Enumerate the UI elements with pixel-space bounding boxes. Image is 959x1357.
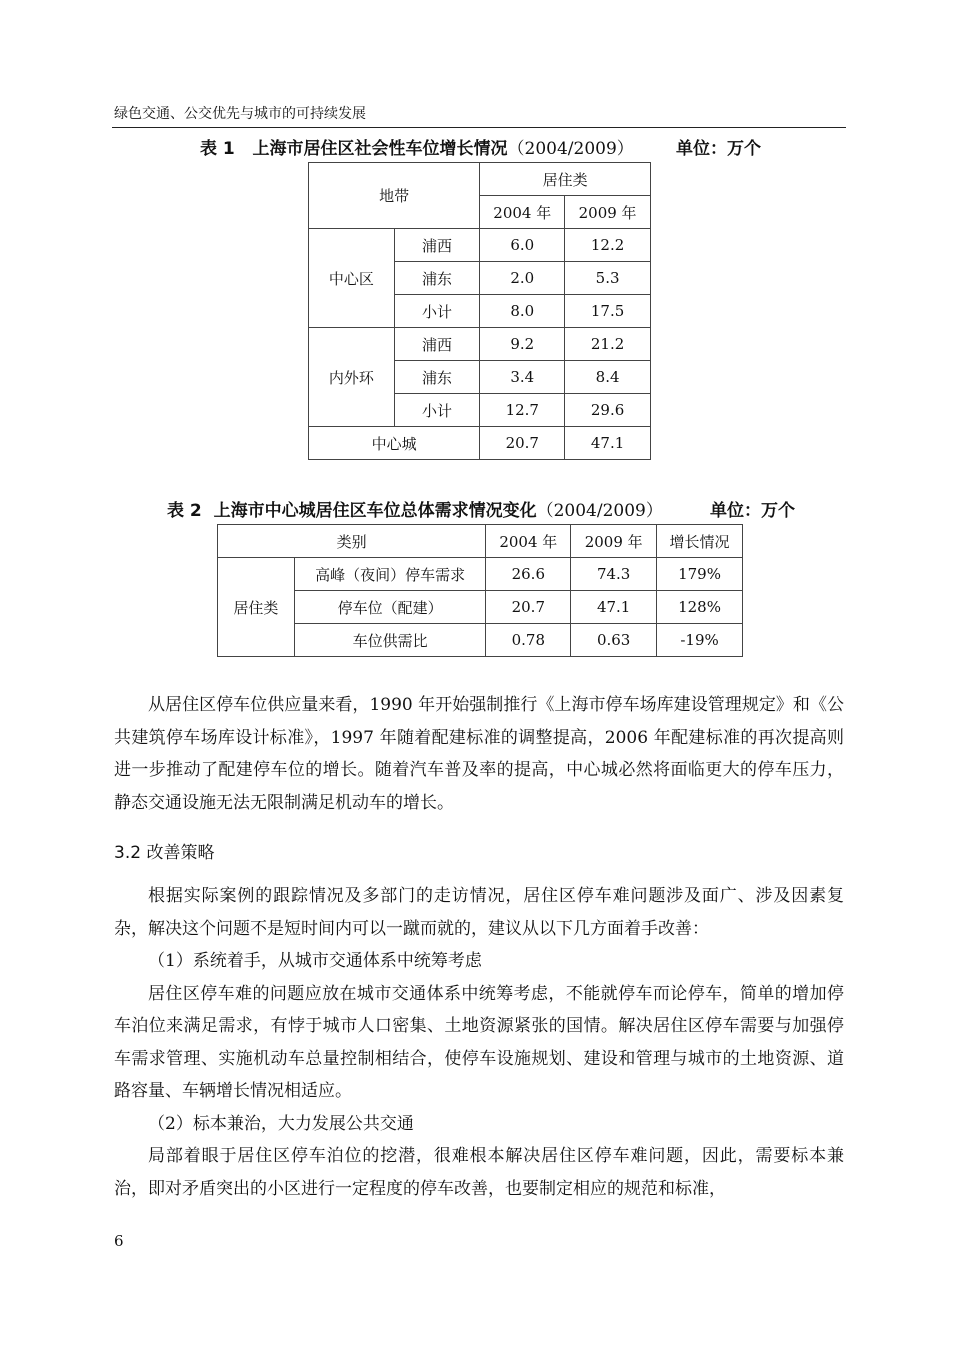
paragraph: 从居住区停车位供应量来看，1990 年开始强制推行《上海市停车场库建设管理规定》和《公共建筑停车场库设计标准》，1997 年随着配建标准的调整提高，2006 年配建标准的再次提高则进一步推动了配建停车位的增长。随着汽车普及率的提高，中心城必然将面临更大的停车压力，静态交通设施无法无限制满足机动车的增长。 [114, 695, 844, 813]
header-growth: 增长情况 [657, 525, 743, 558]
value-cell: 6.0 [480, 229, 565, 262]
header-category: 类别 [218, 525, 486, 558]
value-cell: 17.5 [565, 295, 651, 328]
growth-cell: -19% [657, 624, 743, 657]
value-cell: 9.2 [480, 328, 565, 361]
group-name: 居住类 [218, 558, 295, 657]
value-cell: 3.4 [480, 361, 565, 394]
table1 [308, 162, 651, 460]
table-row [218, 558, 743, 591]
table-row [218, 525, 743, 558]
value-cell: 0.63 [571, 624, 657, 657]
table-row [309, 427, 651, 460]
value-cell: 12.7 [480, 394, 565, 427]
table-row [309, 328, 651, 361]
table2-unit: 单位：万个 [710, 501, 795, 521]
growth-cell: 128% [657, 591, 743, 624]
header-rule [112, 127, 846, 128]
paragraph: 居住区停车难的问题应放在城市交通体系中统筹考虑，不能就停车而论停车，简单的增加停车泊位来满足需求，有悖于城市人口密集、土地资源紧张的国情。解决居住区停车需要与加强停车需求管理、实施机动车总量控制相结合，使停车设施规划、建设和管理与城市的土地资源、道路容量、车辆增长情况相适应。 [114, 983, 844, 1101]
table1-caption-years: （2004/2009） [507, 139, 634, 159]
value-cell: 74.3 [571, 558, 657, 591]
area-cell: 小计 [394, 295, 480, 328]
item-cell: 高峰（夜间）停车需求 [294, 558, 486, 591]
value-cell: 8.4 [565, 361, 651, 394]
page-number: 6 [114, 1232, 124, 1250]
table-row [309, 229, 651, 262]
table1-unit: 单位：万个 [676, 139, 761, 159]
area-cell: 浦东 [394, 361, 480, 394]
area-cell: 小计 [394, 394, 480, 427]
total-name: 中心城 [309, 427, 480, 460]
value-cell: 12.2 [565, 229, 651, 262]
table1-caption-label: 表 1 [200, 139, 235, 159]
header-zone: 地带 [309, 163, 480, 229]
table-row [218, 591, 743, 624]
running-header: 绿色交通、公交优先与城市的可持续发展 [114, 106, 366, 122]
value-cell: 5.3 [565, 262, 651, 295]
value-cell: 20.7 [480, 427, 565, 460]
header-year1: 2004 年 [486, 525, 571, 558]
area-cell: 浦西 [394, 328, 480, 361]
header-group: 居住类 [480, 163, 651, 196]
header-year2: 2009 年 [565, 196, 651, 229]
value-cell: 29.6 [565, 394, 651, 427]
table-row [309, 163, 651, 196]
value-cell: 0.78 [486, 624, 571, 657]
header-year2: 2009 年 [571, 525, 657, 558]
item-cell: 停车位（配建） [294, 591, 486, 624]
value-cell: 8.0 [480, 295, 565, 328]
table2-caption [167, 496, 663, 521]
growth-cell: 179% [657, 558, 743, 591]
group-name: 内外环 [309, 328, 395, 427]
area-cell: 浦西 [394, 229, 480, 262]
value-cell: 2.0 [480, 262, 565, 295]
area-cell: 浦东 [394, 262, 480, 295]
value-cell: 47.1 [571, 591, 657, 624]
body-block-1 [114, 689, 844, 819]
value-cell: 26.6 [486, 558, 571, 591]
item-heading: （1）系统着手，从城市交通体系中统筹考虑 [148, 951, 482, 971]
value-cell: 20.7 [486, 591, 571, 624]
paragraph: 局部着眼于居住区停车泊位的挖潜，很难根本解决居住区停车难问题，因此，需要标本兼治，即对矛盾突出的小区进行一定程度的停车改善，也要制定相应的规范和标准， [114, 1146, 844, 1199]
paragraph: 根据实际案例的跟踪情况及多部门的走访情况，居住区停车难问题涉及面广、涉及因素复杂，解决这个问题不是短时间内可以一蹴而就的，建议从以下几方面着手改善： [114, 886, 844, 939]
value-cell: 21.2 [565, 328, 651, 361]
table1-caption-title: 上海市居住区社会性车位增长情况 [252, 139, 508, 159]
table-row [218, 624, 743, 657]
section-heading: 3.2 改善策略 [114, 843, 215, 863]
table2 [217, 524, 743, 657]
header-year1: 2004 年 [480, 196, 565, 229]
item-heading: （2）标本兼治，大力发展公共交通 [148, 1113, 414, 1134]
table2-caption-label: 表 2 [167, 501, 202, 521]
table2-caption-years: （2004/2009） [536, 501, 663, 521]
table2-caption-title: 上海市中心城居住区车位总体需求情况变化 [213, 501, 537, 521]
value-cell: 47.1 [565, 427, 651, 460]
group-name: 中心区 [309, 229, 395, 328]
item-cell: 车位供需比 [294, 624, 486, 657]
body-block-2 [114, 880, 844, 1205]
table1-caption [200, 134, 634, 159]
